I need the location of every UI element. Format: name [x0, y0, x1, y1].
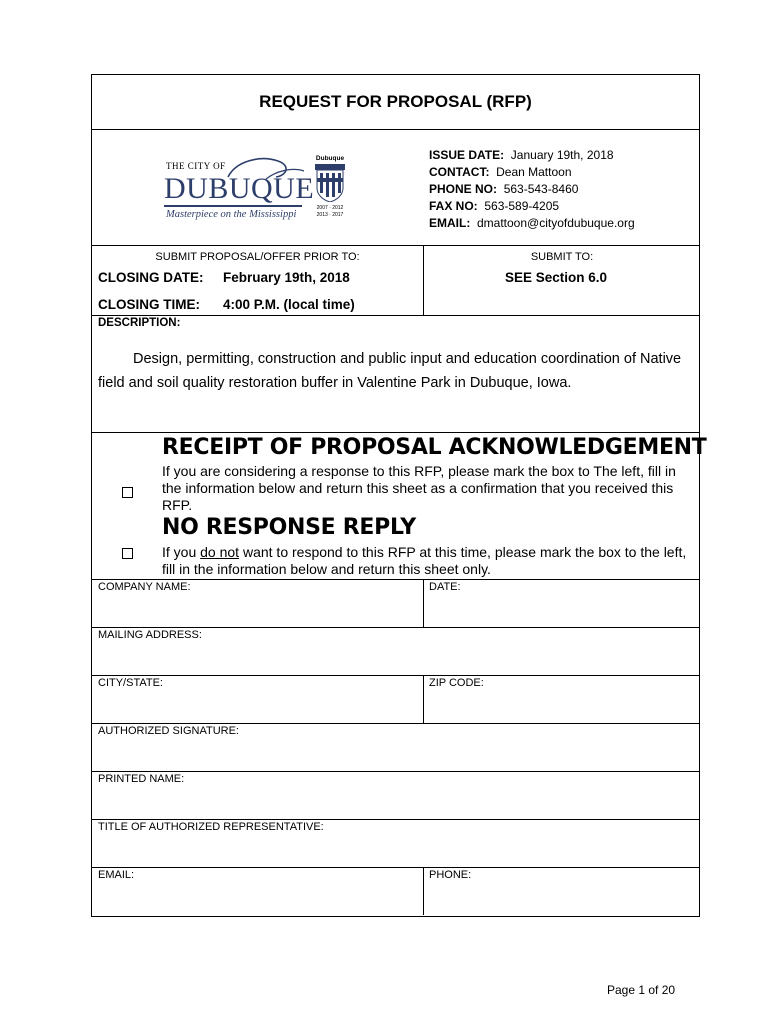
submit-to-label: SUBMIT TO: [530, 251, 594, 263]
divider [92, 627, 699, 628]
badge-years-2: 2013 · 2017 [316, 212, 344, 218]
no-response-text-start: If you [162, 544, 201, 560]
page-title: REQUEST FOR PROPOSAL (RFP) [259, 92, 532, 111]
acknowledgement-text: If you are considering a response to this RFP, please mark the box to The left, fill in the information below and return this sheet as a confirmation that you received this RFP. [162, 463, 676, 513]
divider [92, 245, 699, 246]
phone-field[interactable]: PHONE: [429, 869, 472, 881]
logo-tagline: Masterpiece on the Mississippi [166, 209, 297, 220]
no-response-emphasis: do not [200, 544, 240, 560]
acknowledgement-heading: RECEIPT OF PROPOSAL ACKNOWLEDGEMENT [162, 435, 707, 460]
issue-info [429, 147, 635, 232]
page-number: Page 1 of 20 [607, 983, 676, 997]
divider [92, 867, 699, 868]
closing-time: 4:00 P.M. (local time) [223, 297, 355, 312]
submit-prior-to-label: SUBMIT PROPOSAL/OFFER PRIOR TO: [155, 251, 360, 263]
logo-name: DUBUQUE [164, 172, 315, 205]
column-divider [423, 579, 424, 627]
no-response-checkbox[interactable] [122, 548, 133, 559]
email-field[interactable]: EMAIL: [98, 869, 135, 881]
authorized-signature-field[interactable]: AUTHORIZED SIGNATURE: [98, 725, 239, 737]
fax: 563-589-4205 [484, 199, 560, 213]
no-response-heading: NO RESPONSE REPLY [162, 515, 416, 540]
logo-the-city-of: THE CITY OF [166, 161, 226, 171]
mailing-address-field[interactable]: MAILING ADDRESS: [98, 629, 202, 641]
phone-label: PHONE NO: [429, 182, 498, 196]
divider [92, 771, 699, 772]
shield-icon [315, 164, 345, 202]
city-state-field[interactable]: CITY/STATE: [98, 677, 163, 689]
issue-date: January 19th, 2018 [510, 148, 614, 162]
contact-label: CONTACT: [429, 165, 490, 179]
all-america-city-badge [312, 155, 348, 223]
acknowledgement-checkbox[interactable] [122, 487, 133, 498]
divider [92, 129, 699, 130]
divider [92, 432, 699, 433]
divider [92, 315, 699, 316]
badge-years-1: 2007 · 2012 [316, 205, 344, 211]
badge-title: Dubuque [315, 155, 345, 162]
email: dmattoon@cityofdubuque.org [477, 216, 635, 230]
column-divider [423, 867, 424, 915]
issue-date-label: ISSUE DATE: [429, 148, 505, 162]
closing-date: February 19th, 2018 [223, 270, 350, 285]
printed-name-field[interactable]: PRINTED NAME: [98, 773, 185, 785]
fax-label: FAX NO: [429, 199, 478, 213]
divider [92, 819, 699, 820]
description-text: Design, permitting, construction and public input and education coordination of Native field and soil quality restoration buffer in Valentine Park in Dubuque, Iowa. [98, 351, 682, 391]
submit-to-location: SEE Section 6.0 [505, 270, 608, 285]
zip-code-field[interactable]: ZIP CODE: [429, 677, 484, 689]
closing-time-label: CLOSING TIME: [98, 297, 200, 312]
rfp-form [91, 74, 707, 917]
no-response-text [162, 544, 698, 578]
divider [92, 579, 699, 580]
column-divider [423, 675, 424, 723]
divider [92, 675, 699, 676]
date-field[interactable]: DATE: [429, 581, 461, 593]
representative-title-field[interactable]: TITLE OF AUTHORIZED REPRESENTATIVE: [98, 821, 324, 833]
description-label: DESCRIPTION: [98, 317, 181, 329]
no-response-text-end: want to respond to this RFP at this time, please mark the box to the left, fill in the information below and return this sheet only. [162, 544, 687, 577]
phone: 563-543-8460 [503, 182, 579, 196]
contact: Dean Mattoon [496, 165, 572, 179]
divider [92, 723, 699, 724]
city-logo [164, 155, 384, 225]
email-label: EMAIL: [429, 216, 471, 230]
company-name-field[interactable]: COMPANY NAME: [98, 581, 191, 593]
closing-date-label: CLOSING DATE: [98, 270, 204, 285]
logo-rule [164, 205, 302, 207]
